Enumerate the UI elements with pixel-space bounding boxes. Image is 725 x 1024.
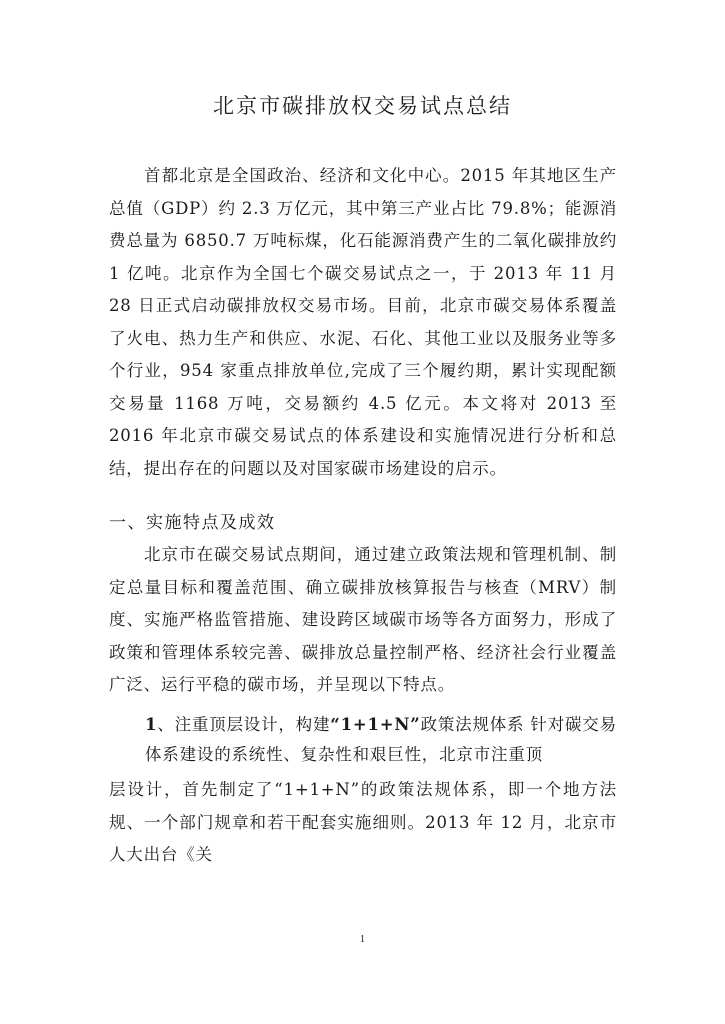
page-number: 1 [360, 934, 365, 945]
document-title: 北京市碳排放权交易试点总结 [213, 94, 512, 118]
intro-paragraph: 首都北京是全国政治、经济和文化中心。2015 年其地区生产总值（GDP）约 2.3 万亿元，其中第三产业占比 79.8%；能源消费总量为 6850.7 万吨标煤，化石能源消费产生的二氧化碳排放约 1 亿吨。北京作为全国七个碳交易试点之一，于 2013 年 11 月 28 日正式启动碳排放权交易市场。目前，北京市碳交易体系覆盖了火电、热力生产和供应、水泥、石化、其他工业以及服务业等多个行业，954 家重点排放单位,完成了三个履约期，累计实现配额交易量 1168 万吨，交易额约 4.5 亿元。本文将对 2013 至 2016 年北京市碳交易试点的体系建设和实施情况进行分析和总结，提出存在的问题以及对国家碳市场建设的启示。 [109, 166, 617, 478]
continuation-paragraph: 层设计，首先制定了“1+1+N”的政策法规体系，即一个地方法规、一个部门规章和若干配套实施细则。2013 年 12 月，北京市人大出台《关 [109, 780, 617, 864]
section-paragraph: 北京市在碳交易试点期间，通过建立政策法规和管理机制、制定总量目标和覆盖范围、确立碳排放核算报告与核查（MRV）制度、实施严格监管措施、建设跨区域碳市场等各方面努力，形成了政策和管理体系较完善、碳排放总量控制严格、经济社会行业覆盖广泛、运行平稳的碳市场，并呈现以下特点。 [109, 545, 617, 694]
subsection-heading [145, 710, 625, 770]
subsection-bold-term: “1+1+N” [330, 715, 421, 734]
subsection-prefix: 、注重顶层设计，构建 [157, 715, 331, 734]
section-heading: 一、实施特点及成效 [109, 513, 276, 533]
subsection-rest: 政策法规体系 针对碳交易体系建设的系统性、复杂性和艰巨性，北京市注重顶 [145, 715, 617, 764]
subsection-number: 1 [145, 715, 158, 734]
